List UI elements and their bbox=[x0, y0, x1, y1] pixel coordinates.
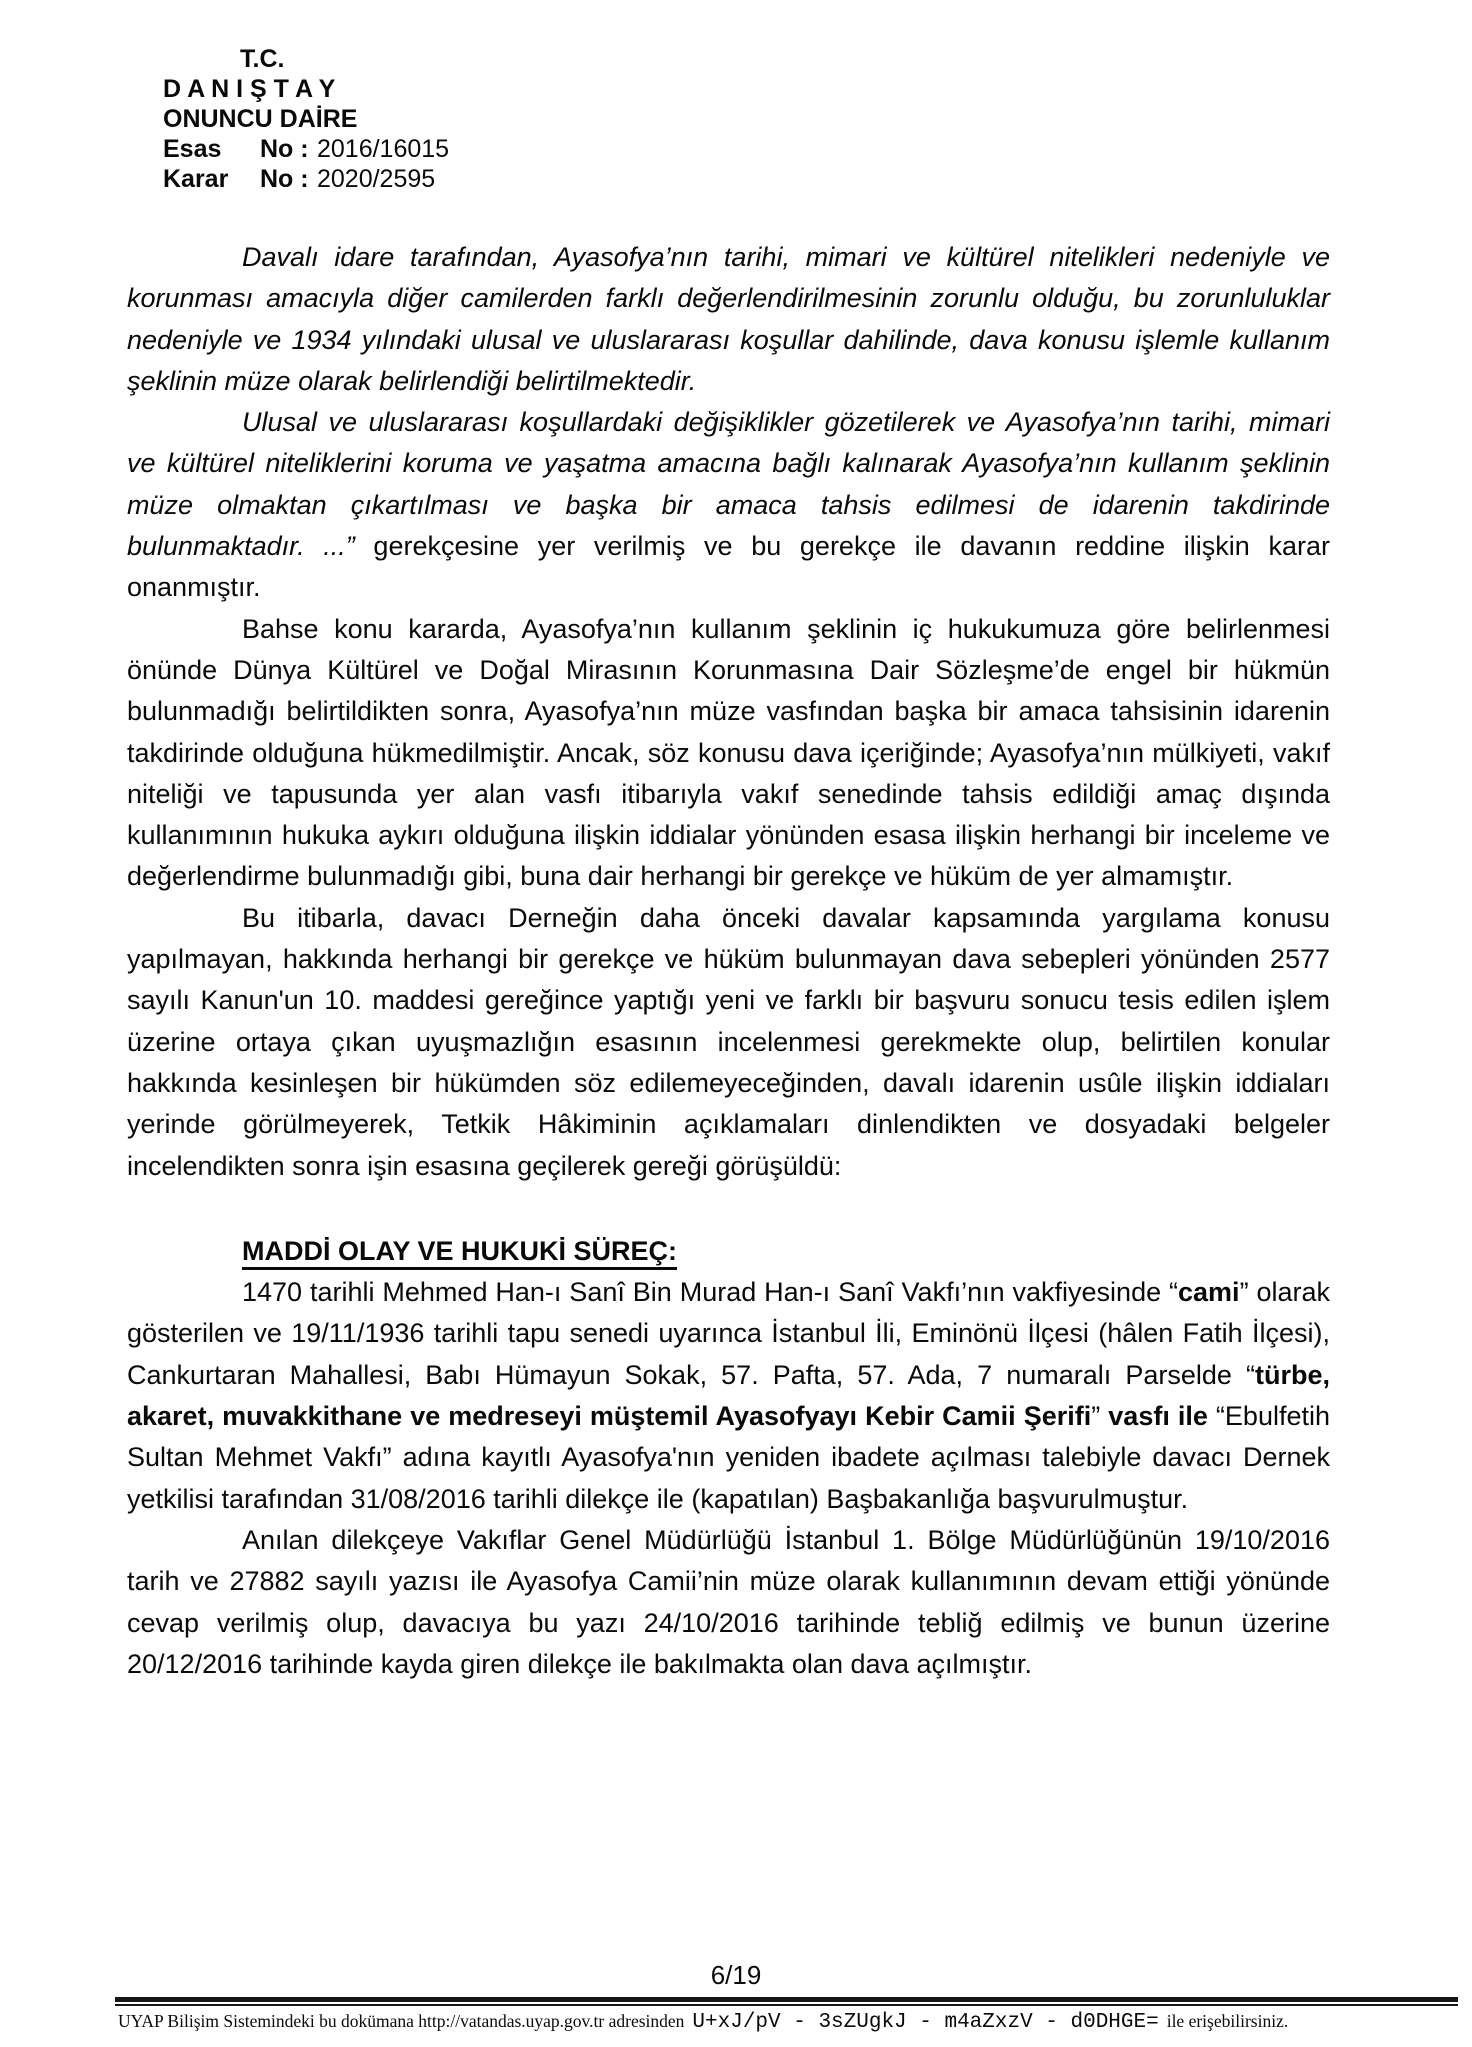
paragraph-procedural-conclusion bbox=[127, 898, 1330, 1187]
footer-access-suffix: ile erişebilirsiniz. bbox=[1166, 2011, 1289, 2031]
paragraph-petition-history bbox=[127, 1520, 1330, 1685]
esas-no-label: No : bbox=[260, 135, 309, 163]
paragraph-previous-ruling bbox=[127, 609, 1330, 898]
republic-abbreviation: T.C. bbox=[240, 45, 285, 73]
karar-no-label: No : bbox=[260, 165, 309, 193]
esas-number-value: 2016/16015 bbox=[317, 135, 450, 163]
text-segment: Davalı idare tarafından, Ayasofya’nın tarihi, mimari ve kültürel nitelikleri nedeniyle ve korunması amacıyla diğer camilerden farklı değerlendirilmesinin zorunlu olduğu, bu zorunluluklar nedeniyle ve 1934 yılındaki ulusal ve uluslararası koşullar dahilinde, dava konusu işlemle kullanım şeklinin müze olarak belirlendiği belirtilmektedir. bbox=[127, 242, 1330, 396]
text-segment: 1470 tarihli Mehmed Han-ı Sanî Bin Murad Han-ı Sanî Vakfı’nın vakfiyesinde “ bbox=[242, 1277, 1179, 1308]
court-name: D A N I Ş T A Y bbox=[163, 75, 336, 103]
footer-verification-code: U+xJ/pV - 3sZUgkJ - m4aZxzV - d0DHGE= bbox=[692, 2011, 1159, 2034]
text-segment: ” bbox=[1091, 1401, 1109, 1432]
text-segment: Bahse konu kararda, Ayasofya’nın kullanım şeklinin iç hukukumuza göre belirlenmesi önünde Dünya Kültürel ve Doğal Mirasının Korunmasına Dair Sözleşme’de engel bir hükmün bulunmadığı belirtildikten sonra, Ayasofya’nın müze vasfından başka bir amaca tahsisinin idarenin takdirinde olduğuna hükmedilmiştir. Ancak, söz konusu dava içeriğinde; Ayasofya’nın mülkiyeti, vakıf niteliği ve tapusunda yer alan vasfı itibarıyla vakıf senedinde tahsis edildiği amaç dışında kullanımının hukuka aykırı olduğuna ilişkin iddialar yönünden esasa ilişkin herhangi bir inceleme ve değerlendirme bulunmadığı gibi, buna dair herhangi bir gerekçe ve hüküm de yer almamıştır. bbox=[127, 613, 1330, 892]
text-segment: Anılan dilekçeye Vakıflar Genel Müdürlüğü İstanbul 1. Bölge Müdürlüğünün 19/10/2016 tarih ve 27882 sayılı yazısı ile Ayasofya Camii’nin müze olarak kullanımının devam ettiği yönünde cevap verilmiş olup, davacıya bu yazı 24/10/2016 tarihinde tebliğ edilmiş ve bunun üzerine 20/12/2016 tarihinde kayda giren dilekçe ile bakılmakta olan dava açılmıştır. bbox=[127, 1524, 1330, 1679]
page-number: 6/19 bbox=[710, 1960, 762, 1990]
karar-label: Karar bbox=[163, 165, 229, 193]
text-segment: türbe, akaret, muvakkithane ve medreseyi müştemil Ayasofyayı Kebir Camii Şerifi bbox=[127, 1359, 1330, 1432]
footer-access-prefix: UYAP Bilişim Sistemindeki bu dokümana http://vatandas.uyap.gov.tr adresinden bbox=[118, 2011, 685, 2031]
paragraph-appeal-grounds bbox=[127, 237, 1330, 402]
paragraph-property-history bbox=[127, 1272, 1330, 1520]
paragraph-quoted-reasoning bbox=[127, 402, 1330, 608]
esas-number-row bbox=[163, 134, 449, 164]
text-segment: cami bbox=[1178, 1277, 1240, 1308]
text-segment: Bu itibarla, davacı Derneğin daha önceki davalar kapsamında yargılama konusu yapılmayan, hakkında herhangi bir gerekçe ve hüküm bulunmayan dava sebepleri yönünden 2577 sayılı Kanun'un 10. maddesi gereğince yaptığı yeni ve farklı bir başvuru sonucu tesis edilen işlem üzerine ortaya çıkan uyuşmazlığın esasının incelenmesi gerekmekte olup, belirtilen konular hakkında kesinleşen bir hükümden söz edilemeyeceğinden, davalı idarenin usûle ilişkin iddiaları yerinde görülmeyerek, Tetkik Hâkiminin açıklamaları dinlendikten ve dosyadaki belgeler incelendikten sonra işin esasına geçilerek gereği görüşüldü: bbox=[127, 902, 1330, 1181]
footer-divider-thick-line bbox=[115, 1997, 1458, 2002]
chamber-name: ONUNCU DAİRE bbox=[163, 105, 358, 133]
karar-number-value: 2020/2595 bbox=[317, 165, 436, 193]
text-segment: gerekçesine yer verilmiş ve bu gerekçe ile davanın reddine ilişkin karar onanmıştır. bbox=[127, 531, 1330, 603]
karar-number-row bbox=[163, 164, 449, 194]
document-body bbox=[127, 237, 1330, 1685]
footer-access-line bbox=[118, 2011, 1458, 2034]
esas-label: Esas bbox=[163, 135, 222, 163]
text-segment: MADDİ OLAY VE HUKUKİ SÜREÇ: bbox=[242, 1235, 678, 1266]
text-segment: Ulusal ve uluslararası koşullardaki değişiklikler gözetilerek ve Ayasofya’nın tarihi, mimari ve kültürel niteliklerini koruma ve yaşatma amacına bağlı kalınarak Ayasofya’nın kullanım şeklinin müze olmaktan çıkartılması ve başka bir amaca tahsis edilmesi de idarenin takdirinde bulunmaktadır. ...” bbox=[127, 407, 1330, 562]
footer-divider-thin-line bbox=[115, 2004, 1458, 2006]
text-segment: vasfı ile bbox=[1108, 1401, 1208, 1432]
text-segment: “Ebulfetih Sultan Mehmet Vakfı” adına kayıtlı Ayasofya'nın yeniden ibadete açılması talebiyle davacı Dernek yetkilisi tarafından 31/08/2016 tarihli dilekçe ile (kapatılan) Başbakanlığa başvurulmuştur. bbox=[127, 1401, 1330, 1514]
footer-divider bbox=[115, 1997, 1458, 2006]
document-header bbox=[163, 44, 449, 194]
section-heading-maddi-olay bbox=[127, 1231, 1330, 1272]
text-segment: ” olarak gösterilen ve 19/11/1936 tarihli tapu senedi uyarınca İstanbul İli, Eminönü İlçesi (hâlen Fatih İlçesi), Cankurtaran Mahallesi, Babı Hümayun Sokak, 57. Pafta, 57. Ada, 7 numaralı Parselde “ bbox=[127, 1277, 1331, 1390]
